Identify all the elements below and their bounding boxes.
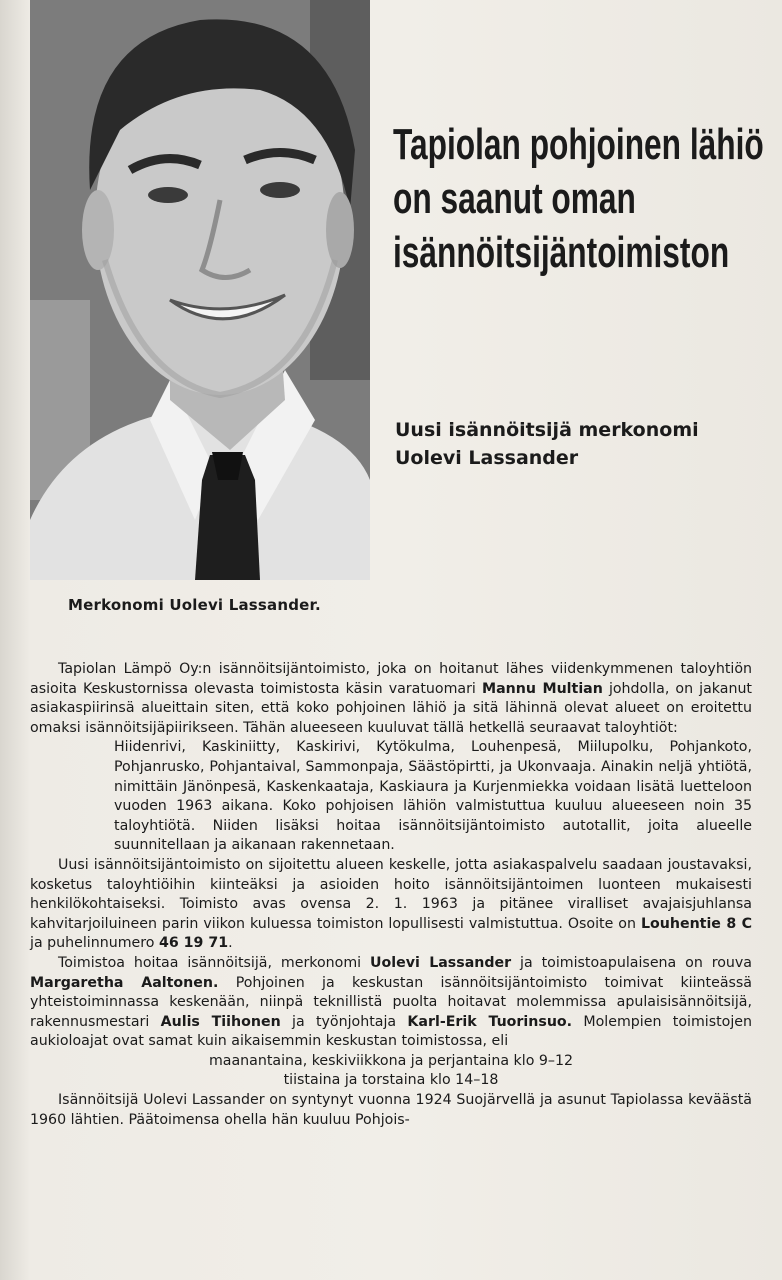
phone-number: 46 19 71: [158, 935, 229, 952]
person-name: Karl-Erik Tuorinsuo.: [407, 1013, 573, 1030]
paragraph-2: Hiidenrivi, Kaskiniitty, Kaskirivi, Kytökulma, Louhenpesä, Miilupolku, Pohjankoto, Pohjanrusko, Pohjantaival, Sammonpaja, Säästöpirtti, ja Ukonvaaja. Ainakin neljä yhtiötä, nimittäin Jänönpesä, Kaskenkaataja, Kaskiaura ja Kurjenmiekka voidaan lisätä luetteloon vuoden 1963 aikana. Koko pohjoisen lähiön valmistuttua kuuluu alueeseen noin 35 taloyhtiötä. Niiden lisäksi hoitaa isännöitsijäntoimisto autotallit, joita alueelle suunnitellaan ja aikanaan rakennetaan.: [114, 739, 752, 854]
article-title: [393, 118, 767, 280]
article-body: [30, 660, 752, 1130]
text-run: johdolla, on jakanut asiakaspiirinsä alueittain siten, että koko pohjoinen lähiö ja sitä lähinnä olevat alueet on eroitettu omaksi isännöitsijäpiirikseen. Tähän alueeseen kuuluvat tällä hetkellä seuraavat taloyhtiöt:: [30, 680, 752, 736]
person-name: Uolevi Lassander: [370, 954, 512, 971]
text-run: ja työnjohtaja: [280, 1013, 408, 1030]
title-line: Tapiolan pohjoinen lähiö: [393, 120, 764, 169]
text-run: .: [228, 935, 233, 952]
portrait-photo: [30, 0, 370, 580]
photo-caption: Merkonomi Uolevi Lassander.: [68, 596, 321, 614]
text-run: Pohjoinen ja keskustan isännöitsijäntoimisto toimivat kiinteässä yhteistoiminnassa keskenään, niinpä teknillistä puolta hoitavat molemmissa apulaisisännöitsijä, rakennusmestari: [30, 974, 752, 1030]
person-name: Aulis Tiihonen: [160, 1013, 281, 1030]
paragraph-4: [30, 954, 752, 1052]
paragraph-5: Isännöitsijä Uolevi Lassander on syntynyt vuonna 1924 Suojärvellä ja asunut Tapiolassa keväästä 1960 lähtien. Päätoimensa ohella hän kuuluu Pohjois-: [30, 1092, 752, 1128]
text-run: Molempien toimistojen aukioloajat ovat samat kuin aikaisemmin keskustan toimistossa, eli: [30, 1013, 753, 1050]
text-run: ja toimistoapulaisena on rouva: [511, 954, 752, 971]
person-name: Margaretha Aaltonen.: [30, 974, 219, 991]
subtitle-line: Uolevi Lassander: [395, 447, 579, 469]
text-run: Uusi isännöitsijäntoimisto on sijoitettu alueen keskelle, jotta asiakaspalvelu saadaan joustavaksi, kosketus taloyhtiöihin kiinteäksi ja asioiden hoito isännöitsijäntoimen luonteen mukaisesti henkilökohtaiseksi. Toimisto avas ovensa 2. 1. 1963 ja pitänee viralliset avajaisjuhlansa kahvitarjoiluineen parin viikon kuluessa toimiston lopullisesti valmistuttua. Osoite on: [30, 856, 752, 932]
person-name: Mannu Multian: [481, 680, 603, 697]
paragraph-3: [30, 856, 752, 954]
text-run: ja puhelinnumero: [30, 935, 159, 952]
opening-hours-1: maanantaina, keskiviikkona ja perjantaina klo 9–12: [208, 1052, 574, 1069]
text-run: Toimistoa hoitaa isännöitsijä, merkonomi: [58, 954, 370, 971]
text-run: Tapiolan Lämpö Oy:n isännöitsijäntoimisto, joka on hoitanut lähes viidenkymmenen taloyhtiön asioita Keskustornissa olevasta toimistosta käsin varatuomari: [30, 661, 752, 697]
title-line: isännöitsijäntoimiston: [393, 228, 730, 277]
title-line: on saanut oman: [393, 174, 636, 223]
paragraph-1: [30, 660, 752, 738]
subtitle-line: Uusi isännöitsijä merkonomi: [395, 419, 699, 441]
opening-hours-2: tiistaina ja torstaina klo 14–18: [283, 1072, 499, 1089]
portrait-icon: [30, 0, 370, 580]
address: Louhentie 8 C: [640, 915, 753, 932]
article-subtitle: [395, 416, 775, 472]
